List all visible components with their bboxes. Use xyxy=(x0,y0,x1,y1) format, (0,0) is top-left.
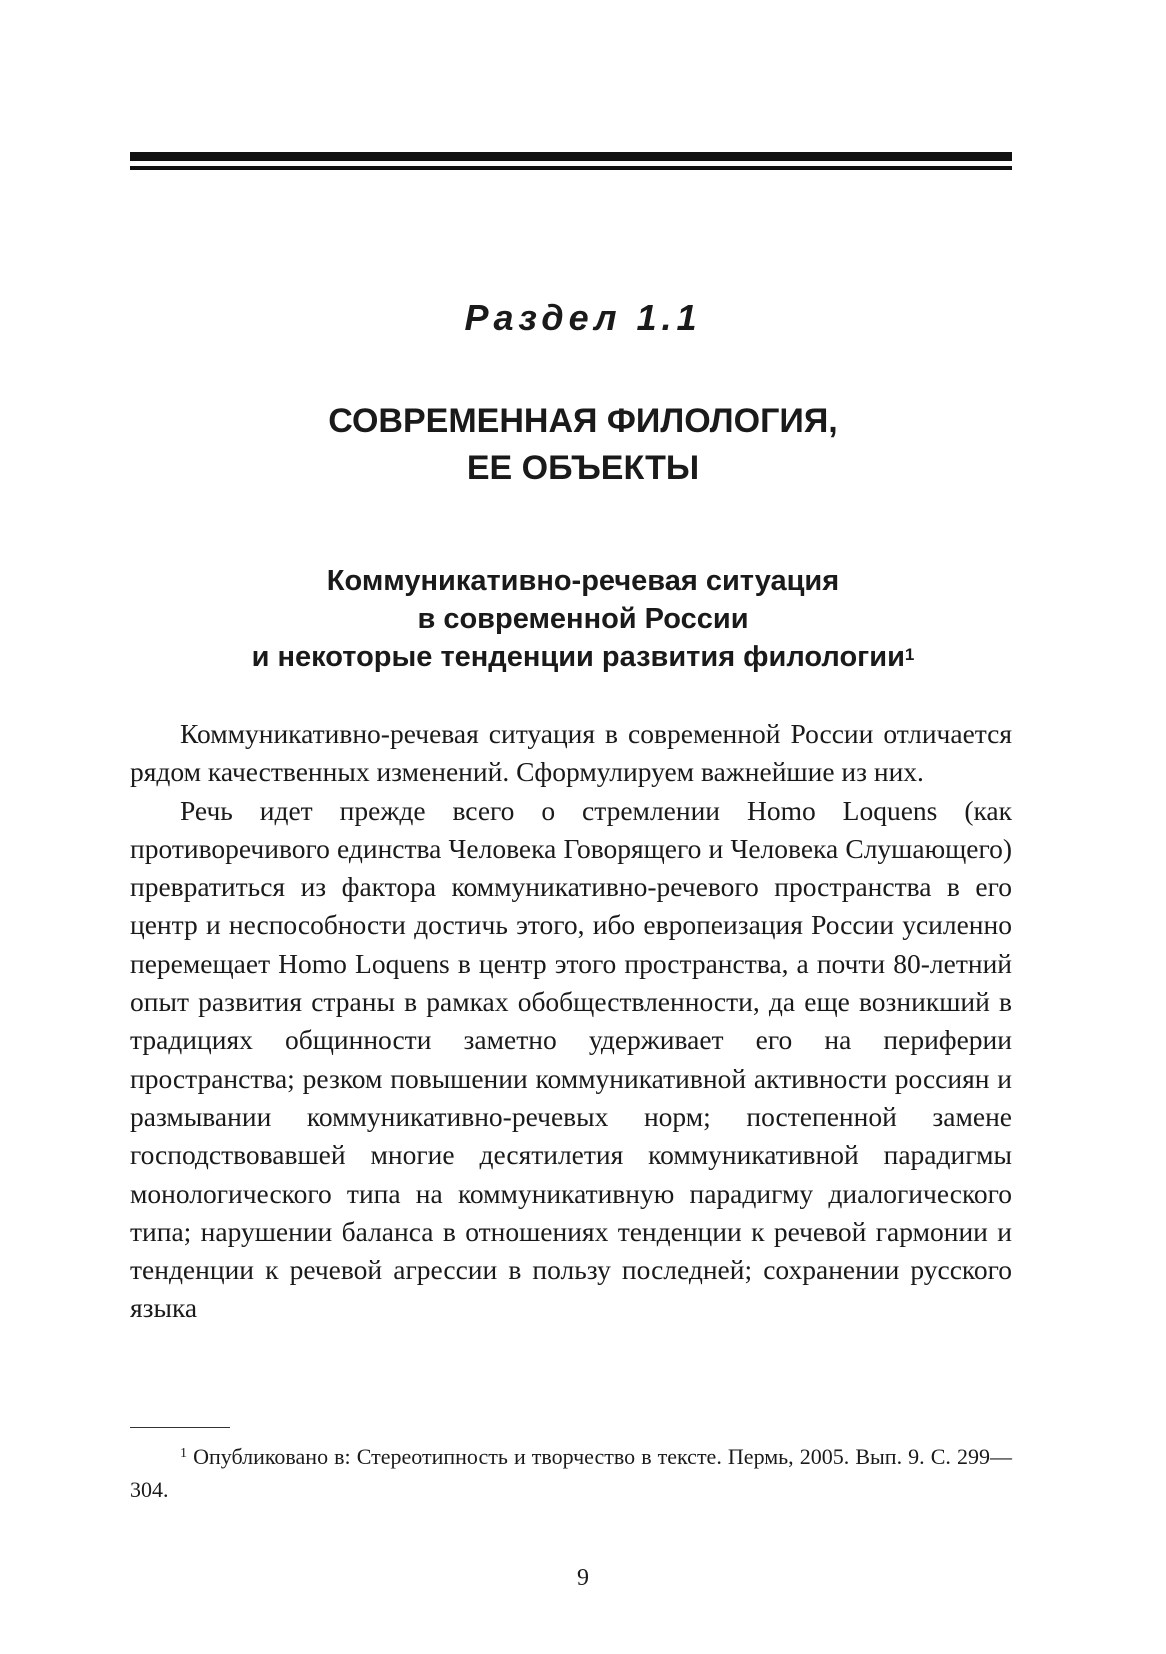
footnote xyxy=(130,1440,1012,1506)
paragraph: Речь идет прежде всего о стремлении Homo Loquens (как противоречивого единства Человека Говорящего и Человека Слушающего) превратиться из фактора коммуникативно-речевого пространства в его центр и неспособности достичь этого, ибо европеизация России усиленно перемещает Homo Loquens в центр этого пространства, а почти 80-летний опыт развития страны в рамках обобществленности, да еще возникший в традициях общинности заметно удерживает его на периферии пространства; резком повышении коммуникативной активности россиян и размывании коммуникативно-речевых норм; постепенной замене господствовавшей многие десятилетия коммуникативной парадигмы монологического типа на коммуникативную парадигму диалогического типа; нарушении баланса в отношениях тенденции к речевой гармонии и тенденции к речевой агрессии в пользу последней; сохранении русского языка xyxy=(130,794,1012,1324)
article-title-line: Коммуникативно-речевая ситуация xyxy=(326,565,840,597)
article-title-line: в современной России xyxy=(417,603,749,635)
article-title-line: и некоторые тенденции развития филологии xyxy=(251,641,905,673)
footnote-separator xyxy=(130,1427,230,1428)
article-title xyxy=(0,562,1166,676)
header-rule-thin xyxy=(130,166,1012,170)
header-rule-thick xyxy=(130,152,1012,161)
body-text xyxy=(130,715,1012,1328)
chapter-title-line: ЕЕ ОБЪЕКТЫ xyxy=(466,449,700,487)
section-label: Раздел 1.1 xyxy=(464,297,702,338)
chapter-title-line: СОВРЕМЕННАЯ ФИЛОЛОГИЯ, xyxy=(328,402,838,440)
paragraph: Коммуникативно-речевая ситуация в современной России отличается рядом качественных изменений. Сформулируем важнейшие из них. xyxy=(130,718,1012,788)
footnote-text: Опубликовано в: Стереотипность и творчество в тексте. Пермь, 2005. Вып. 9. С. 299—304. xyxy=(130,1444,1013,1502)
page-number: 9 xyxy=(577,1565,589,1591)
article-title-line-last xyxy=(0,638,1166,676)
footnote-reference[interactable]: 1 xyxy=(904,645,915,664)
footnote-marker: 1 xyxy=(180,1446,187,1461)
chapter-title xyxy=(0,398,1166,492)
